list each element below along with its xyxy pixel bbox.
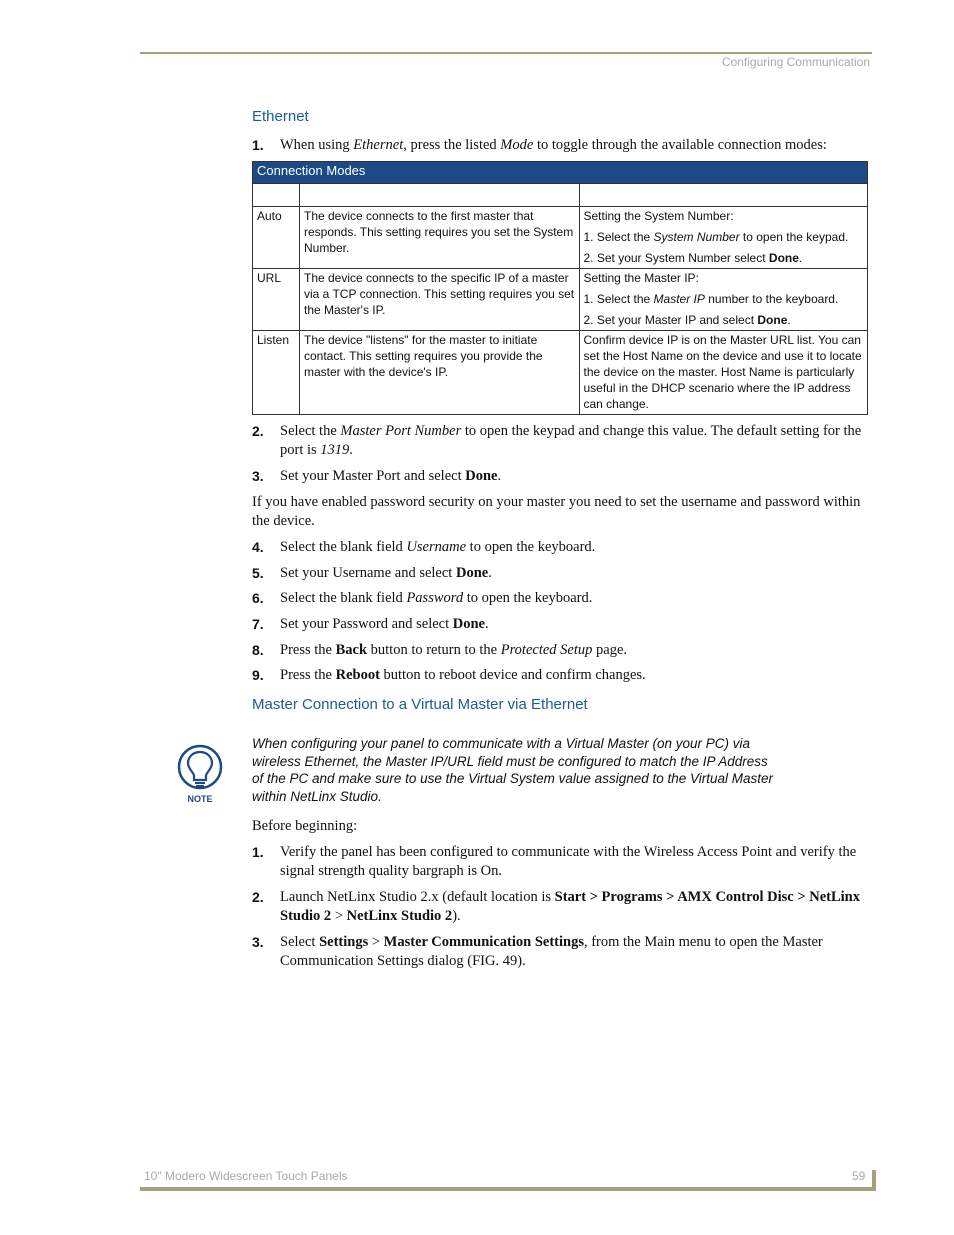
description-cell: The device connects to the first master that responds. This setting requires you set the System Number. [299,207,579,269]
step-text: Set your Username and select Done. [280,565,492,581]
step-text: Select the Master Port Number to open the keypad and change this value. The default setting for the port is 1319. [280,423,862,458]
step-number: 5. [252,565,264,581]
step-text: When using Ethernet, press the listed Mode to toggle through the available connection modes: [280,137,827,153]
step-text: Verify the panel has been configured to communicate with the Wireless Access Point and verify the signal strength quality bargraph is On. [280,844,857,879]
running-header: Configuring Communication [721,55,870,69]
step-number: 3. [252,468,264,484]
setting-cell: Setting the System Number: 1. Select the System Number to open the keypad. 2. Set your System Number select Done. [579,207,868,269]
step-number: 3. [252,934,264,950]
footer-rule [140,1187,876,1191]
vm-step-1 [252,843,868,881]
ethernet-heading: Ethernet [252,108,309,125]
step-9 [252,666,868,685]
table-header-row [253,184,868,207]
password-paragraph: If you have enabled password security on your master you need to set the username and password within the device. [252,494,861,529]
step-number: 2. [252,889,264,905]
setting-cell: Setting the Master IP: 1. Select the Master IP number to the keyboard. 2. Set your Master IP and select Done. [579,269,868,331]
table-row [253,269,868,331]
vm-step-2 [252,888,868,926]
step-4 [252,538,868,557]
header-rule [140,52,872,54]
step-6 [252,589,868,608]
step-text: Press the Back button to return to the Protected Setup page. [280,642,628,658]
vm-step-3 [252,933,868,971]
table-row [253,331,868,415]
step-number: 8. [252,642,264,658]
table-title: Connection Modes [253,162,868,184]
virtual-master-heading: Master Connection to a Virtual Master via Ethernet [252,696,588,713]
step-8 [252,641,868,660]
step-number: 6. [252,590,264,606]
step-2 [252,422,868,460]
step-3 [252,467,868,486]
step-number: 2. [252,423,264,439]
step-5 [252,564,868,583]
step-text: Select Settings > Master Communication Settings, from the Main menu to open the Master Communication Settings dialog (FIG. 49). [280,934,823,969]
before-beginning: Before beginning: [252,818,358,834]
mode-cell: Auto [253,207,300,269]
description-cell: The device connects to the specific IP of a master via a TCP connection. This setting requires you set the Master's IP. [299,269,579,331]
step-number: 1. [252,137,264,153]
step-number: 7. [252,616,264,632]
step-1 [252,136,868,155]
step-text: Set your Master Port and select Done. [280,468,502,484]
mode-cell: Listen [253,331,300,415]
note-text: When configuring your panel to communicate with a Virtual Master (on your PC) via wireless Ethernet, the Master IP/URL field must be configured to match the IP Address of the PC and make sure to use the Virtual System value assigned to the Virtual Master within NetLinx Studio. [252,736,774,804]
step-text: Set your Password and select Done. [280,616,489,632]
step-text: Select the blank field Username to open the keyboard. [280,539,596,555]
connection-modes-table [252,161,868,415]
note-icon [176,744,224,806]
step-number: 4. [252,539,264,555]
setting-cell: Confirm device IP is on the Master URL list. You can set the Host Name on the device and use it to locate the device on the master. Host Name is particularly useful in the DHCP scenario where the IP address can change. [579,331,868,415]
footer-title: 10" Modero Widescreen Touch Panels [144,1169,348,1183]
table-row [253,207,868,269]
mode-cell: URL [253,269,300,331]
step-7 [252,615,868,634]
note-label: NOTE [187,794,213,804]
step-number: 1. [252,844,264,860]
description-cell: The device "listens" for the master to initiate contact. This setting requires you provide the master with the device's IP. [299,331,579,415]
page-number: 59 [852,1169,866,1183]
step-text: Launch NetLinx Studio 2.x (default location is Start > Programs > AMX Control Disc > NetLinx Studio 2 > NetLinx Studio 2). [280,889,860,924]
step-number: 9. [252,667,264,683]
step-text: Select the blank field Password to open the keyboard. [280,590,593,606]
step-text: Press the Reboot button to reboot device and confirm changes. [280,667,646,683]
